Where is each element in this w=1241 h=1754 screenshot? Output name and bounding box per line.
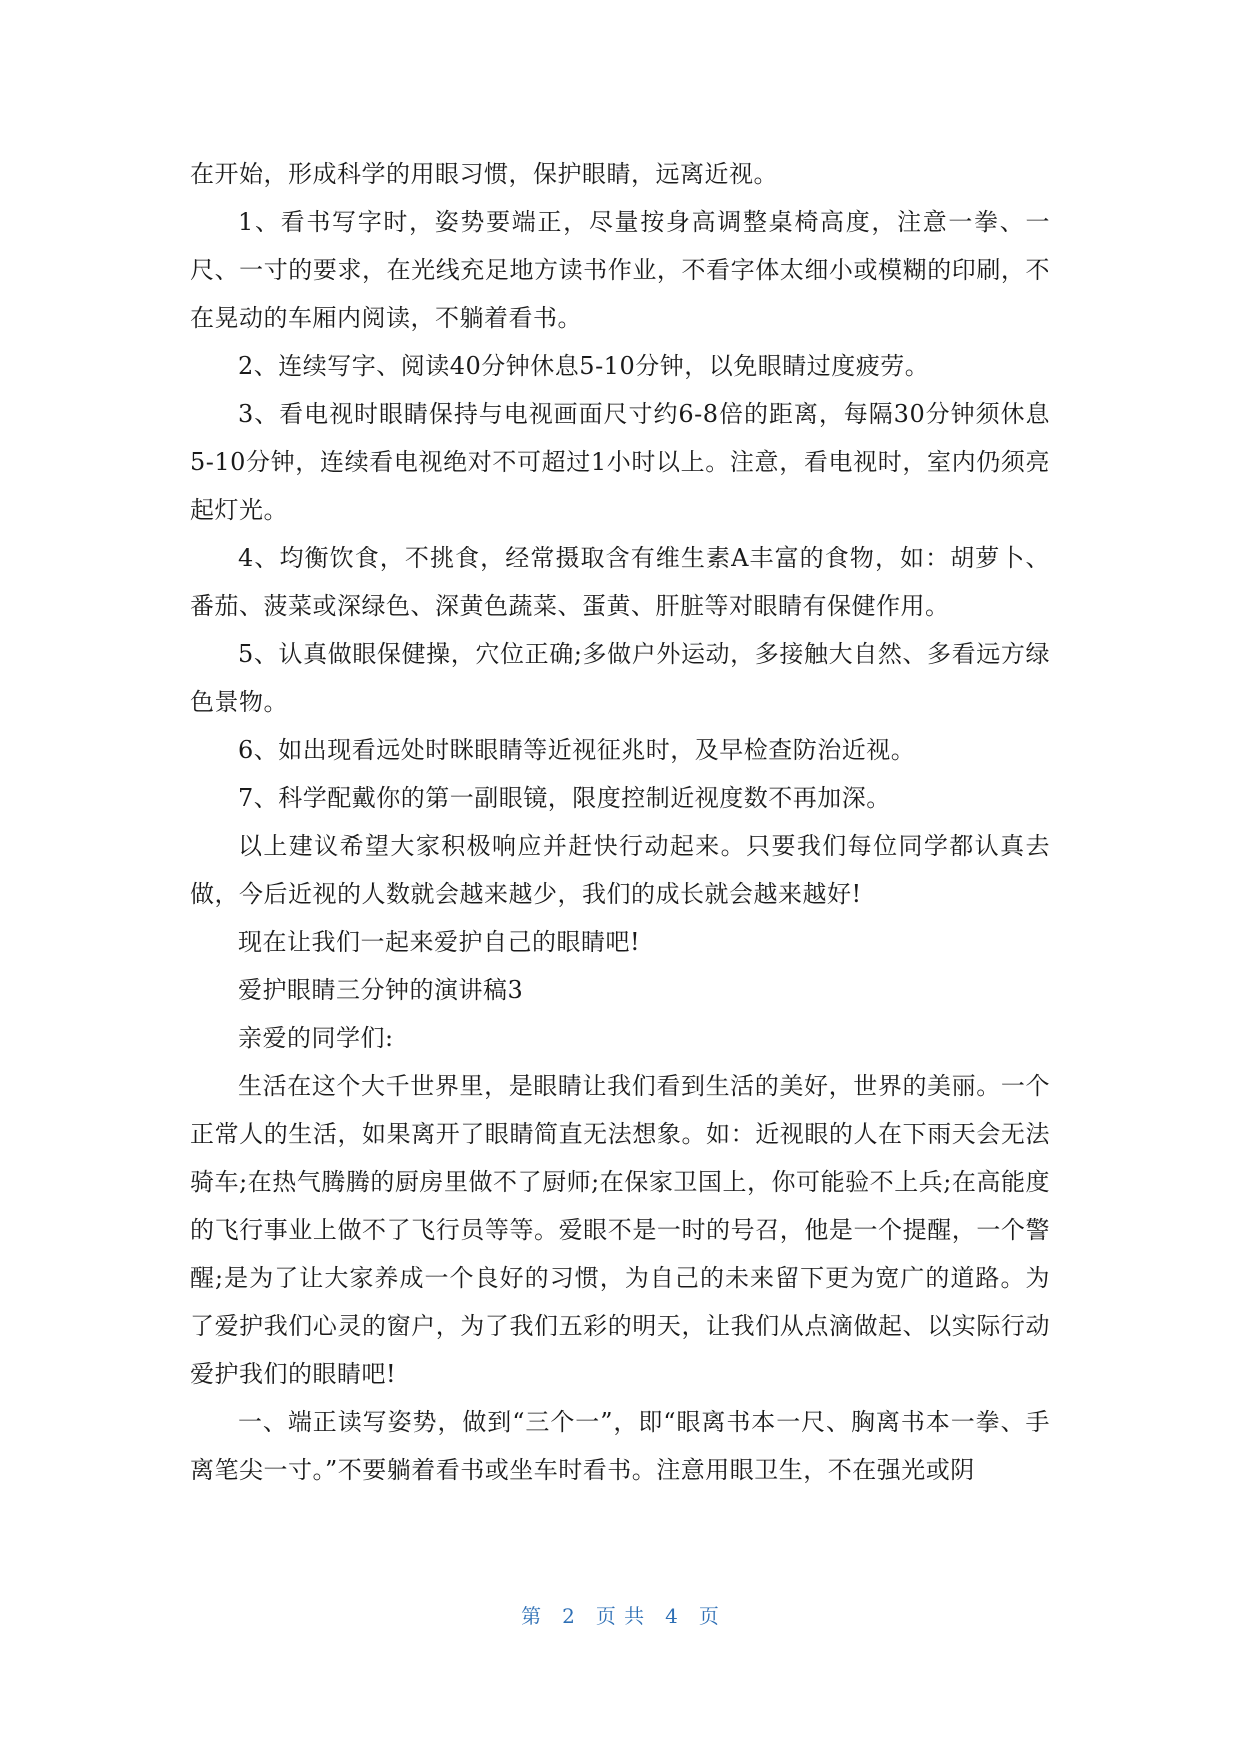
paragraph-5: 5、认真做眼保健操，穴位正确;多做户外运动，多接触大自然、多看远方绿色景物。: [190, 640, 1050, 716]
paragraph-9: 现在让我们一起来爱护自己的眼睛吧!: [238, 928, 641, 956]
paragraph-7: 7、科学配戴你的第一副眼镜，限度控制近视度数不再加深。: [238, 784, 891, 812]
page-footer: [0, 1600, 1241, 1629]
document-body: [190, 150, 1050, 1494]
paragraph-4: 4、均衡饮食，不挑食，经常摄取含有维生素A丰富的食物，如：胡萝卜、番茄、菠菜或深绿色、深黄色蔬菜、蛋黄、肝脏等对眼睛有保健作用。: [190, 544, 1050, 620]
paragraph-12: 生活在这个大千世界里，是眼睛让我们看到生活的美好，世界的美丽。一个正常人的生活，如果离开了眼睛简直无法想象。如：近视眼的人在下雨天会无法骑车;在热气腾腾的厨房里做不了厨师;在保家卫国上，你可能验不上兵;在高能度的飞行事业上做不了飞行员等等。爱眼不是一时的号召，他是一个提醒，一个警醒;是为了让大家养成一个良好的习惯，为自己的未来留下更为宽广的道路。为了爱护我们心灵的窗户，为了我们五彩的明天，让我们从点滴做起、以实际行动爱护我们的眼睛吧!: [190, 1072, 1050, 1388]
paragraph-8: 以上建议希望大家积极响应并赶快行动起来。只要我们每位同学都认真去做，今后近视的人数就会越来越少，我们的成长就会越来越好!: [190, 832, 1050, 908]
paragraph-1: 1、看书写字时，姿势要端正，尽量按身高调整桌椅高度，注意一拳、一尺、一寸的要求，在光线充足地方读书作业，不看字体太细小或模糊的印刷，不在晃动的车厢内阅读，不躺着看书。: [190, 208, 1050, 332]
paragraph-6: 6、如出现看远处时眯眼睛等近视征兆时，及早检查防治近视。: [238, 736, 916, 764]
paragraph-0: 在开始，形成科学的用眼习惯，保护眼睛，远离近视。: [190, 160, 778, 188]
paragraph-2: 2、连续写字、阅读40分钟休息5-10分钟，以免眼睛过度疲劳。: [238, 352, 930, 380]
footer-label-of: 页 共: [595, 1604, 646, 1628]
footer-label-end: 页: [698, 1604, 720, 1628]
footer-current-page: 2: [562, 1604, 576, 1628]
paragraph-13: 一、端正读写姿势，做到“三个一”，即“眼离书本一尺、胸离书本一拳、手离笔尖一寸。”不要躺着看书或坐车时看书。注意用眼卫生，不在强光或阴: [190, 1408, 1050, 1484]
footer-total-pages: 4: [665, 1604, 679, 1628]
salutation: 亲爱的同学们:: [238, 1024, 394, 1052]
section-title: 爱护眼睛三分钟的演讲稿3: [238, 976, 524, 1004]
footer-label-page: 第: [521, 1604, 543, 1628]
paragraph-3: 3、看电视时眼睛保持与电视画面尺寸约6-8倍的距离，每隔30分钟须休息5-10分钟，连续看电视绝对不可超过1小时以上。注意，看电视时，室内仍须亮起灯光。: [190, 400, 1050, 524]
